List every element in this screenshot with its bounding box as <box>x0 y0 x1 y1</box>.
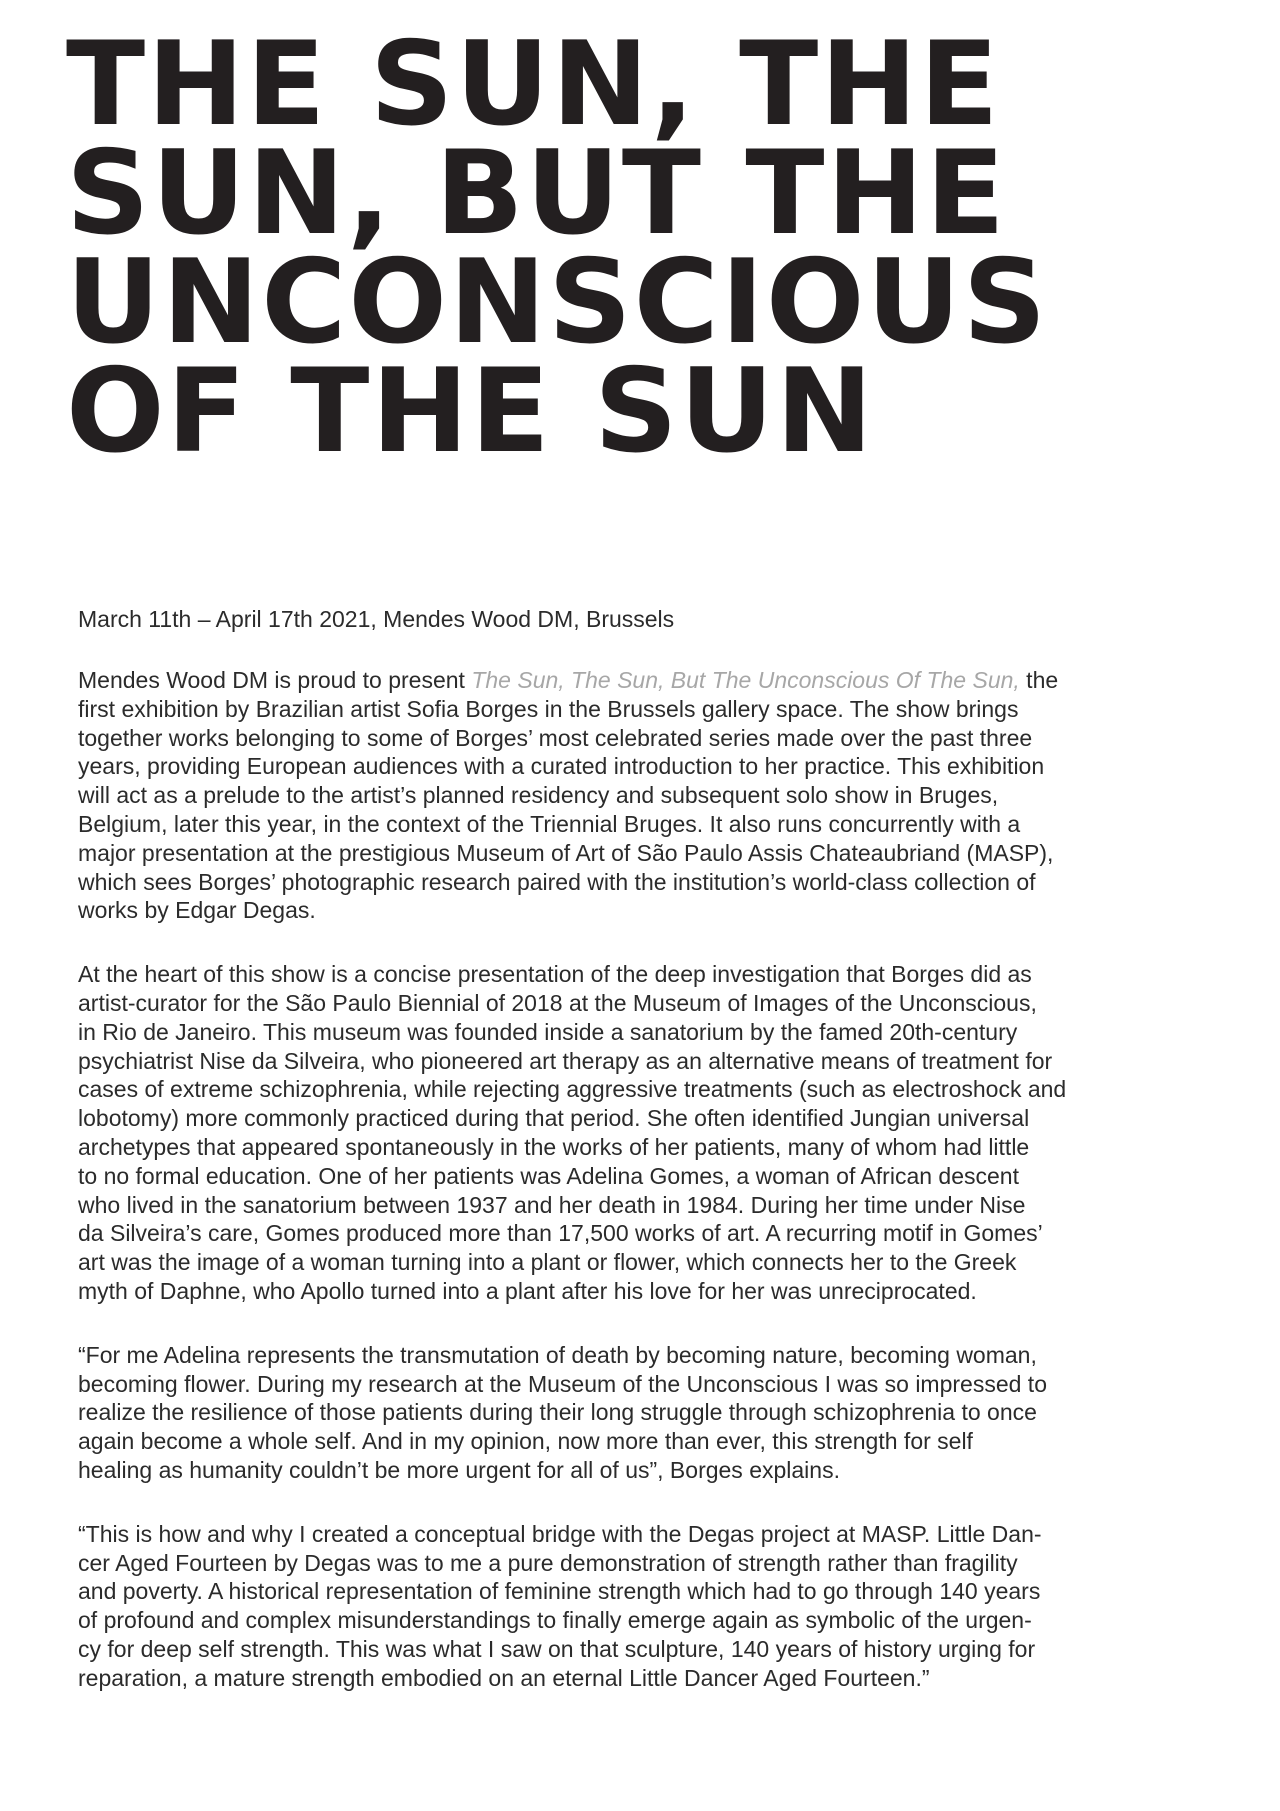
text-line: psychiatrist Nise da Silveira, who pioneered art therapy as an alternative means of treatment for <box>78 1047 1053 1074</box>
text-line: in Rio de Janeiro. This museum was founded inside a sanatorium by the famed 20th-century <box>78 1018 1018 1045</box>
text-line: and poverty. A historical representation of feminine strength which had to go through 140 years <box>78 1578 1041 1605</box>
title-line: UNCONSCIOUS <box>66 235 1049 370</box>
text-line: years, providing European audiences with a curated introduction to her practice. This exhibition <box>78 753 1045 780</box>
exhibition-title <box>66 17 1049 479</box>
paragraph-museum-context <box>78 960 1228 1306</box>
text-line: major presentation at the prestigious Museum of Art of São Paulo Assis Chateaubriand (MASP), <box>78 839 1054 866</box>
text-line: lobotomy) more commonly practiced during that period. She often identified Jungian universal <box>78 1105 1030 1132</box>
text-line: will act as a prelude to the artist’s planned residency and subsequent solo show in Bruges, <box>78 782 999 809</box>
title-line: OF THE SUN <box>66 344 875 479</box>
text-line: becoming flower. During my research at the Museum of the Unconscious I was so impressed to <box>78 1370 1047 1397</box>
text-line: reparation, a mature strength embodied on an eternal Little Dancer Aged Fourteen.” <box>78 1664 930 1691</box>
text-line: myth of Daphne, who Apollo turned into a plant after his love for her was unreciprocated. <box>78 1277 977 1304</box>
text-line: first exhibition by Brazilian artist Sofia Borges in the Brussels gallery space. The show brings <box>78 695 1019 722</box>
title-line: THE SUN, THE <box>66 17 1001 152</box>
title-line: SUN, BUT THE <box>66 126 1007 261</box>
text-line: archetypes that appeared spontaneously in the works of her patients, many of whom had little <box>78 1133 1030 1160</box>
paragraph-artist-quote-1 <box>78 1341 1228 1485</box>
text-line: healing as humanity couldn’t be more urgent for all of us”, Borges explains. <box>78 1456 840 1483</box>
exhibition-dates-venue: March 11th – April 17th 2021, Mendes Wood DM, Brussels <box>78 606 675 632</box>
text-line: cy for deep self strength. This was what I saw on that sculpture, 140 years of history urging for <box>78 1635 1036 1662</box>
paragraph-artist-quote-2 <box>78 1520 1228 1693</box>
text-line: which sees Borges’ photographic research paired with the institution’s world-class collection of <box>78 868 1036 895</box>
press-release-body <box>78 666 1228 1728</box>
text-line: realize the resilience of those patients during their long struggle through schizophrenia to once <box>78 1399 1037 1426</box>
paragraph-intro <box>78 666 1228 925</box>
text-line: da Silveira’s care, Gomes produced more than 17,500 works of art. A recurring motif in Gomes’ <box>78 1220 1043 1247</box>
exhibition-title-reference: The Sun, The Sun, But The Unconscious Of The Sun, <box>471 667 1020 693</box>
text-line: Belgium, later this year, in the context of the Triennial Bruges. It also runs concurrently with a <box>78 810 1021 837</box>
text-line: of profound and complex misunderstandings to finally emerge again as symbolic of the urgen- <box>78 1607 1032 1634</box>
intro-text: Mendes Wood DM is proud to present <box>78 667 472 693</box>
text-line: “This is how and why I created a conceptual bridge with the Degas project at MASP. Little Dan- <box>78 1520 1042 1547</box>
text-line: cer Aged Fourteen by Degas was to me a pure demonstration of strength rather than fragility <box>78 1549 1018 1576</box>
text-line: works by Edgar Degas. <box>78 897 316 924</box>
intro-continuation: the <box>1019 667 1059 693</box>
text-line <box>78 666 1228 695</box>
text-line: together works belonging to some of Borges’ most celebrated series made over the past three <box>78 724 1033 751</box>
text-line: who lived in the sanatorium between 1937 and her death in 1984. During her time under Nise <box>78 1191 1026 1218</box>
text-line: art was the image of a woman turning into a plant or flower, which connects her to the Greek <box>78 1249 1017 1276</box>
text-line: to no formal education. One of her patients was Adelina Gomes, a woman of African descent <box>78 1162 1019 1189</box>
text-line: artist-curator for the São Paulo Biennial of 2018 at the Museum of Images of the Unconscious, <box>78 989 1037 1016</box>
text-line: cases of extreme schizophrenia, while rejecting aggressive treatments (such as electroshock and <box>78 1076 1067 1103</box>
text-line: again become a whole self. And in my opinion, now more than ever, this strength for self <box>78 1428 973 1455</box>
text-line: At the heart of this show is a concise presentation of the deep investigation that Borges did as <box>78 961 1032 988</box>
text-line: “For me Adelina represents the transmutation of death by becoming nature, becoming woman, <box>78 1341 1037 1368</box>
